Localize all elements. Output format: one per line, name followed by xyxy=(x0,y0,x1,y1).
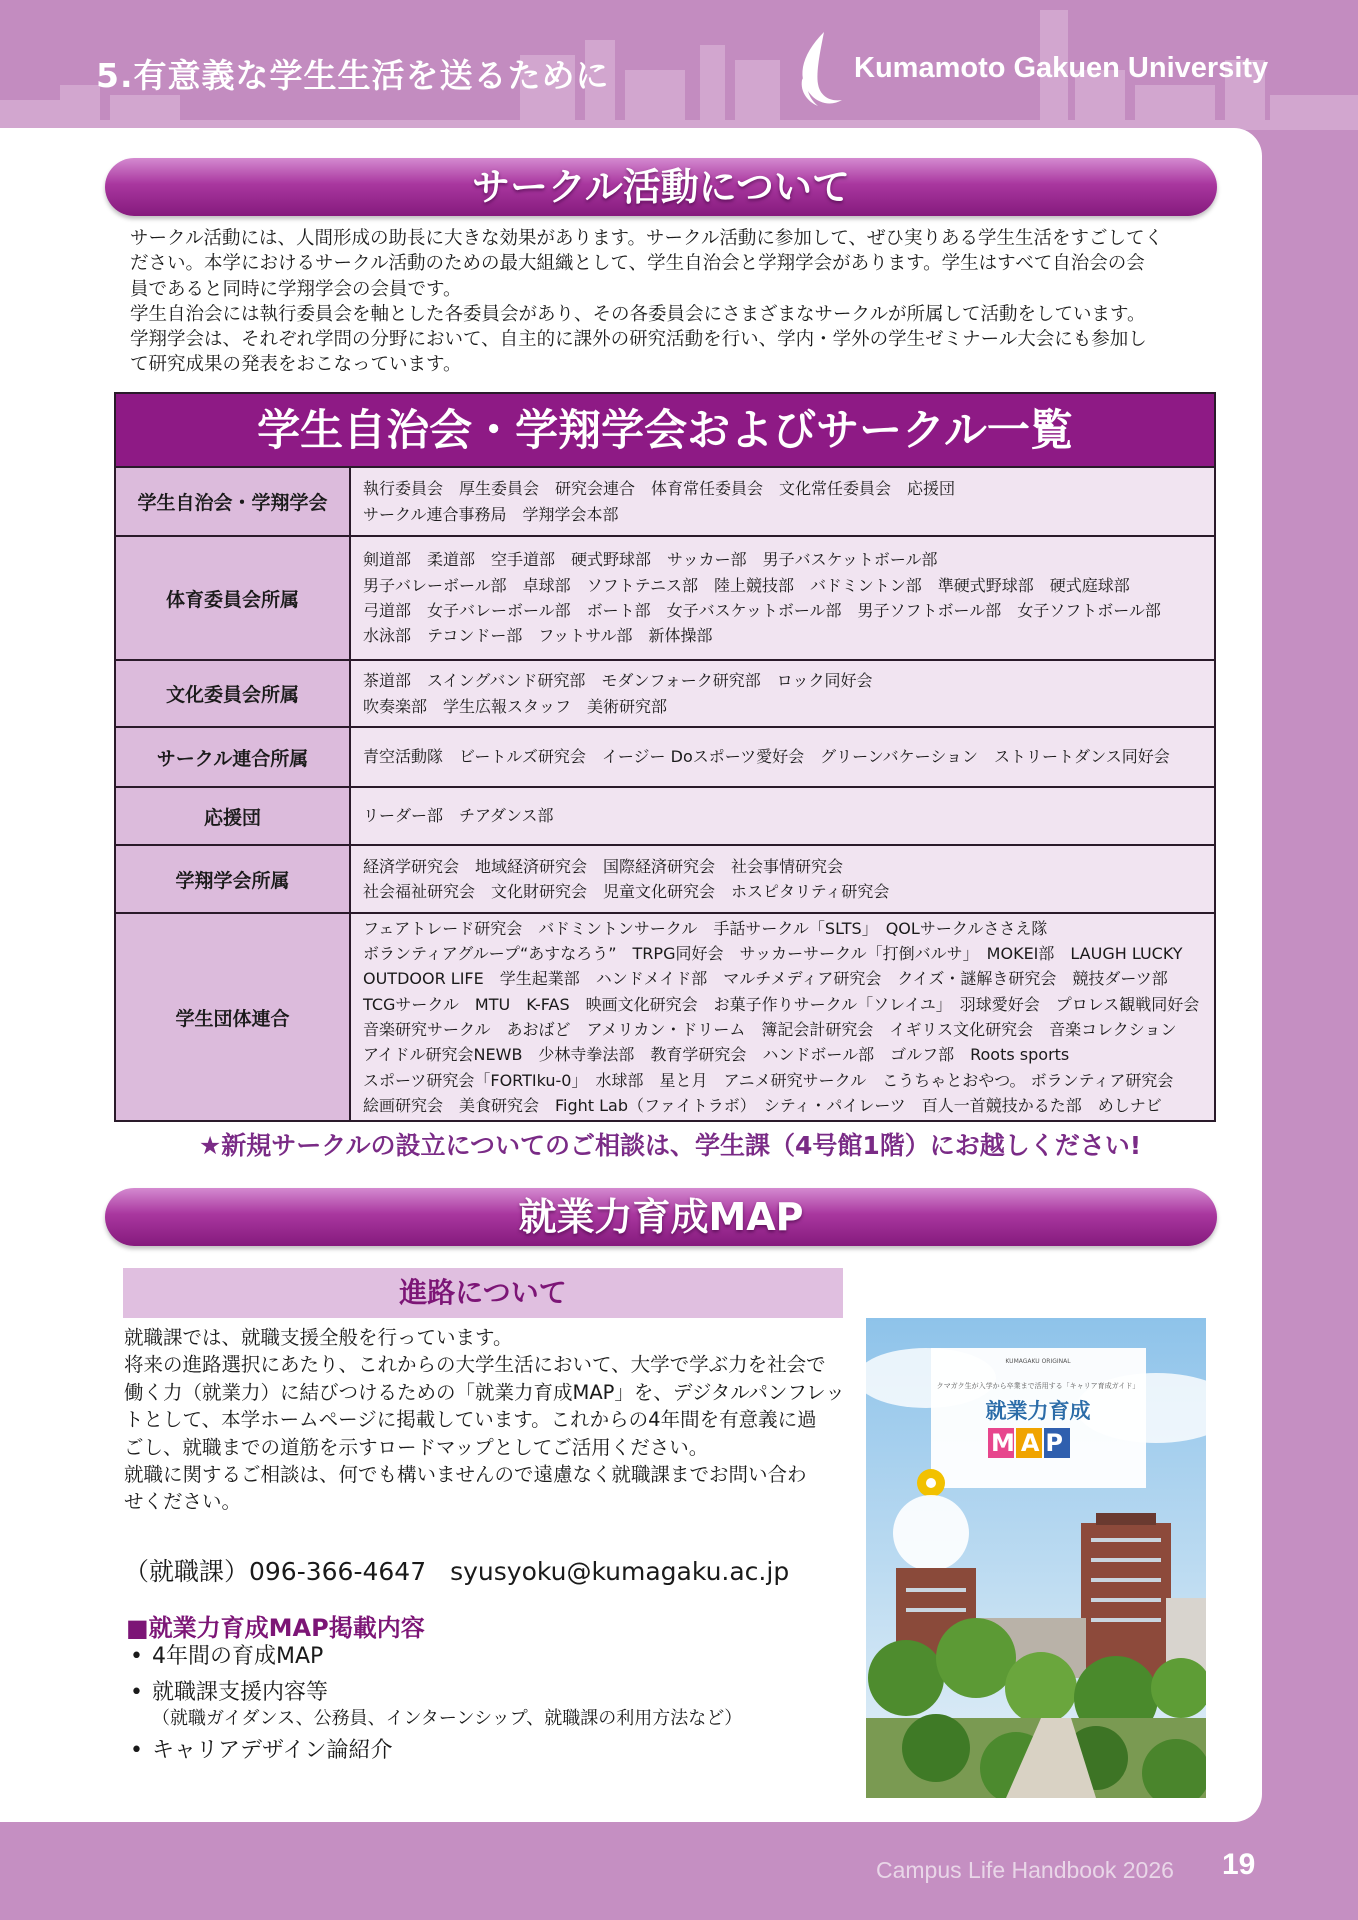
intro-line: 学生自治会には執行委員会を軸とした各委員会があり、その各委員会にさまざまなサークルが所属して活動をしています。 xyxy=(130,303,1146,325)
club-line: 経済学研究会 地域経済研究会 国際経済研究会 社会事情研究会 xyxy=(363,856,844,876)
row-content xyxy=(351,468,1214,535)
row-content xyxy=(351,846,1214,912)
table-row xyxy=(116,659,1214,726)
row-header: サークル連合所属 xyxy=(116,728,351,786)
club-line: 音楽研究サークル あおばど アメリカン・ドリーム 簿記会計研究会 イギリス文化研究会 音楽コレクション xyxy=(363,1020,1177,1039)
intro-line: サークル活動には、人間形成の助長に大きな効果があります。サークル活動に参加して、ぜひ実りある学生生活をすごしてく xyxy=(130,228,1164,249)
club-line: 社会福祉研究会 文化財研究会 児童文化研究会 ホスピタリティ研究会 xyxy=(363,882,890,901)
circle-banner: サークル活動について xyxy=(105,158,1217,216)
club-line: 青空活動隊 ビートルズ研究会 イージー Doスポーツ愛好会 グリーンバケーション ストリートダンス同好会 xyxy=(363,747,1170,767)
club-line: スポーツ研究会「FORTIku-0」 水球部 星と月 アニメ研究サークル こうちゃとおやつ。 ボランティア研究会 xyxy=(363,1070,1174,1090)
career-line: 将来の進路選択にあたり、これからの大学生活において、大学で学ぶ力を社会で xyxy=(124,1353,826,1377)
club-line: TCGサークル MTU K-FAS 映画文化研究会 お菓子作りサークル「ソレイユ」 羽球愛好会 プロレス観戦同好会 xyxy=(363,994,1200,1014)
career-line: トとして、本学ホームページに掲載しています。これからの4年間を有意義に過 xyxy=(124,1408,817,1432)
club-line: 執行委員会 厚生委員会 研究会連合 体育常任委員会 文化常任委員会 応援団 xyxy=(363,479,956,499)
row-header: 応援団 xyxy=(116,788,351,844)
list-item-text: 4年間の育成MAP xyxy=(152,1644,324,1669)
row-content xyxy=(351,661,1214,726)
club-line: 絵画研究会 美食研究会 Fight Lab（ファイトラボ） シティ・パイレーツ 百人一首競技かるた部 めしナビ xyxy=(363,1095,1162,1115)
career-map-banner: 就業力育成MAP xyxy=(105,1188,1217,1246)
row-header: 文化委員会所属 xyxy=(116,661,351,726)
table-row xyxy=(116,468,1214,535)
career-text xyxy=(124,1324,864,1516)
university-name: Kumamoto Gakuen University xyxy=(854,52,1269,84)
row-content xyxy=(351,728,1214,786)
career-subhead: 進路について xyxy=(123,1268,843,1318)
brochure-title: 就業力育成 xyxy=(985,1399,1091,1423)
handbook-title: Campus Life Handbook 2026 xyxy=(876,1857,1174,1883)
club-line: ボランティアグループ“あすなろう” TRPG同好会 サッカーサークル「打倒バルサ」 MOKEI部 LAUGH LUCKY xyxy=(363,944,1183,964)
map-contents-list xyxy=(130,1642,850,1772)
club-line: 剣道部 柔道部 空手道部 硬式野球部 サッカー部 男子バスケットボール部 xyxy=(363,550,938,570)
page-number: 19 xyxy=(1222,1848,1256,1881)
club-line: 吹奏楽部 学生広報スタッフ 美術研究部 xyxy=(363,696,668,716)
intro-line: 学翔学会は、それぞれ学問の分野において、自主的に課外の研究活動を行い、学内・学外の学生ゼミナール大会にも参加し xyxy=(130,329,1147,351)
intro-line: ださい。本学におけるサークル活動のための最大組織として、学生自治会と学翔学会があります。学生はすべて自治会の会 xyxy=(130,253,1145,275)
university-logo-icon xyxy=(790,30,850,114)
club-line: リーダー部 チアダンス部 xyxy=(363,806,554,826)
table-row xyxy=(116,535,1214,659)
table-row xyxy=(116,912,1214,1120)
career-line: 働く力（就業力）に結びつけるための「就業力育成MAP」を、デジタルパンフレッ xyxy=(124,1380,845,1404)
career-line: 就職に関するご相談は、何でも構いませんので遠慮なく就職課までお問い合わ xyxy=(124,1463,807,1487)
brochure-map-word: MAP xyxy=(990,1429,1070,1457)
phone-number[interactable]: （就職課）096-366-4647 xyxy=(124,1557,427,1586)
club-table xyxy=(114,392,1216,1122)
map-contents-heading: ■就業力育成MAP掲載内容 xyxy=(126,1614,425,1642)
list-item-text: 就職課支援内容等 xyxy=(152,1680,329,1705)
club-line: 弓道部 女子バレーボール部 ボート部 女子バスケットボール部 男子ソフトボール部 女子ソフトボール部 xyxy=(363,601,1161,620)
career-contact xyxy=(124,1552,789,1588)
club-line: 水泳部 テコンドー部 フットサル部 新体操部 xyxy=(363,626,713,646)
career-line: ごし、就職までの道筋を示すロードマップとしてご活用ください。 xyxy=(124,1435,709,1459)
brochure-illustration xyxy=(866,1318,1206,1798)
list-item: • キャリアデザイン論紹介 xyxy=(130,1736,850,1766)
career-line: せください。 xyxy=(124,1490,242,1514)
brochure-tagline: クマガク生が入学から卒業まで活用する「キャリア育成ガイド」 xyxy=(936,1382,1140,1390)
list-item: • 4年間の育成MAP xyxy=(130,1642,850,1672)
intro-line: て研究成果の発表をおこなっています。 xyxy=(130,354,462,376)
row-header: 体育委員会所属 xyxy=(116,537,351,659)
row-content xyxy=(351,537,1214,659)
table-row xyxy=(116,786,1214,844)
new-circle-notice: ★新規サークルの設立についてのご相談は、学生課（4号館1階）にお越しください! xyxy=(198,1131,1142,1160)
club-line: アイドル研究会NEWB 少林寺拳法部 教育学研究会 ハンドボール部 ゴルフ部 Roots sports xyxy=(363,1045,1070,1065)
page-header xyxy=(0,0,1358,130)
intro-line: 員であると同時に学翔学会の会員です。 xyxy=(130,278,462,300)
row-header: 学翔学会所属 xyxy=(116,846,351,912)
club-line: OUTDOOR LIFE 学生起業部 ハンドメイド部 マルチメディア研究会 クイズ・謎解き研究会 競技ダーツ部 xyxy=(363,969,1168,989)
table-row xyxy=(116,844,1214,912)
list-item: • 就職課支援内容等 （就職ガイダンス、公務員、インターンシップ、就職課の利用方法など） xyxy=(130,1680,743,1729)
career-line: 就職課では、就職支援全般を行っています。 xyxy=(124,1326,513,1349)
club-line: 男子バレーボール部 卓球部 ソフトテニス部 陸上競技部 バドミントン部 準硬式野球部 硬式庭球部 xyxy=(363,575,1130,595)
row-header: 学生団体連合 xyxy=(116,914,351,1120)
club-line: 茶道部 スイングバンド研究部 モダンフォーク研究部 ロック同好会 xyxy=(363,671,873,691)
list-item-subtext: （就職ガイダンス、公務員、インターンシップ、就職課の利用方法など） xyxy=(152,1708,743,1729)
circle-intro xyxy=(130,226,1210,378)
list-item-text: キャリアデザイン論紹介 xyxy=(152,1738,393,1763)
section-title: 5.有意義な学生生活を送るために xyxy=(96,56,610,95)
career-map-brochure-image xyxy=(866,1318,1206,1798)
row-content xyxy=(351,788,1214,844)
brochure-kicker: KUMAGAKU ORIGINAL xyxy=(1005,1358,1071,1365)
row-content xyxy=(351,914,1214,1120)
row-header: 学生自治会・学翔学会 xyxy=(116,468,351,535)
table-row xyxy=(116,726,1214,786)
club-table-title: 学生自治会・学翔学会およびサークル一覧 xyxy=(116,394,1214,468)
club-line: フェアトレード研究会 バドミントンサークル 手話サークル「SLTS」 QOLサークルささえ隊 xyxy=(363,918,1048,938)
club-line: サークル連合事務局 学翔学会本部 xyxy=(363,504,619,524)
email-link[interactable]: syusyoku@kumagaku.ac.jp xyxy=(450,1557,790,1586)
